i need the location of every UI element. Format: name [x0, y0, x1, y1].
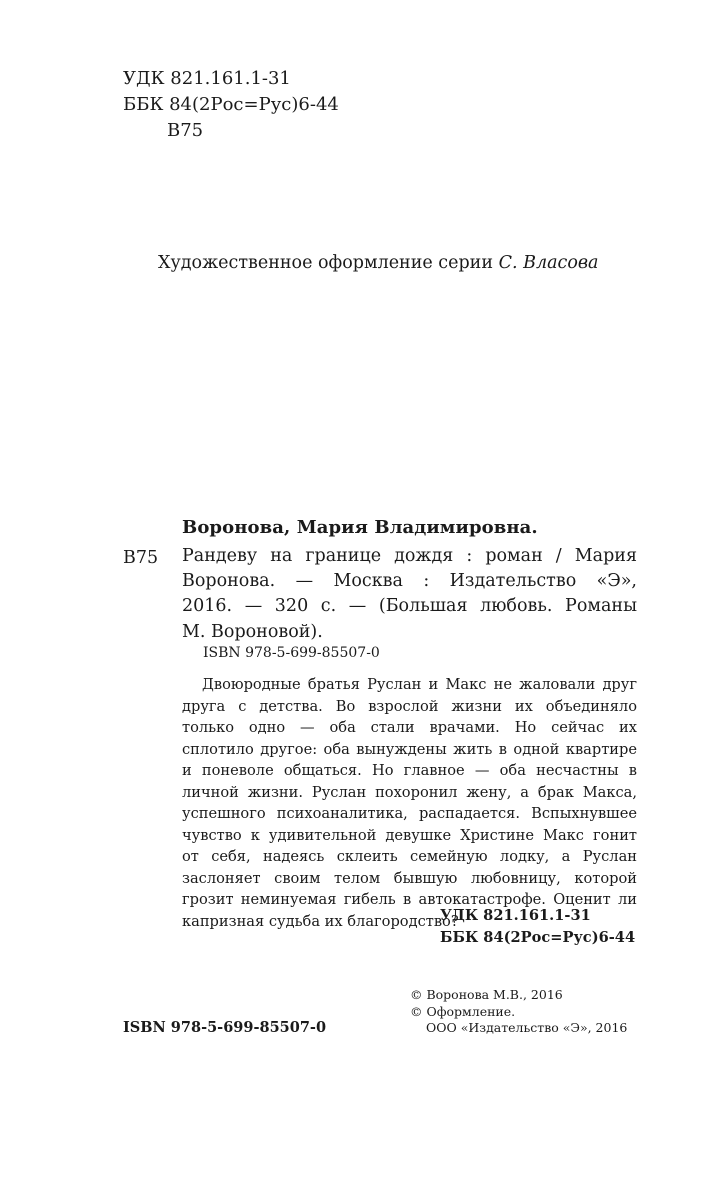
udk-code: УДК 821.161.1-31: [440, 907, 591, 924]
udk-code: УДК 821.161.1-31: [123, 68, 291, 89]
description-line: 2016. — 320 с. — (Большая любовь. Романы: [182, 596, 637, 617]
annotation-line: чувство к удивительной девушке Христине Макс гонит: [182, 826, 637, 844]
description-line: М. Вороновой).: [182, 621, 323, 642]
author-mark: В75: [167, 120, 204, 141]
annotation-line: только одно — оба стали врачами. Но сейчас их: [182, 719, 637, 736]
bbk-code: ББК 84(2Рос=Рус)6-44: [440, 929, 636, 946]
description-line: Рандеву на границе дождя : роман / Мария: [182, 546, 637, 566]
designer-name: С. Власова: [498, 253, 599, 273]
annotation-line: сплотило другое: оба вынуждены жить в одной квартире: [182, 740, 637, 758]
entry-author-mark: В75: [123, 548, 159, 568]
copyright-publisher: ООО «Издательство «Э», 2016: [426, 1020, 628, 1035]
annotation-line: личной жизни. Руслан похоронил жену, а брак Макса,: [182, 783, 637, 801]
entry-isbn: ISBN 978-5-699-85507-0: [203, 645, 380, 661]
design-credit: [158, 253, 598, 273]
bibliographic-description: [182, 544, 637, 645]
annotation-line: Двоюродные братья Руслан и Макс не жаловали друг: [202, 676, 637, 693]
copyright-block: [410, 987, 627, 1037]
annotation-line: капризная судьба их благородство?: [182, 912, 459, 930]
copyright-author: © Воронова М.В., 2016: [410, 987, 563, 1002]
annotation: [182, 674, 637, 932]
isbn-bottom: ISBN 978-5-699-85507-0: [123, 1019, 327, 1036]
copyright-design: © Оформление.: [410, 1003, 516, 1019]
annotation-line: заслоняет своим телом бывшую любовницу, которой: [182, 869, 637, 887]
annotation-line: друга с детства. Во взрослой жизни их объединяло: [182, 697, 637, 715]
annotation-line: от себя, надеясь склеить семейную лодку, а Руслан: [182, 848, 637, 865]
bbk-code: ББК 84(2Рос=Рус)6-44: [123, 94, 339, 115]
author-heading: Воронова, Мария Владимировна.: [182, 517, 538, 538]
description-line: Воронова. — Москва : Издательство «Э»,: [182, 571, 637, 592]
annotation-line: и поневоле общаться. Но главное — оба несчастны в: [182, 762, 637, 779]
design-credit-text: Художественное оформление серии: [158, 253, 499, 273]
annotation-line: успешного психоаналитика, распадается. Вспыхнувшее: [182, 805, 637, 822]
bottom-classification: [440, 905, 635, 949]
header-classification: [123, 66, 339, 144]
annotation-line: грозит неминуемая гибель в автокатастрофе. Оценит ли: [182, 891, 637, 908]
